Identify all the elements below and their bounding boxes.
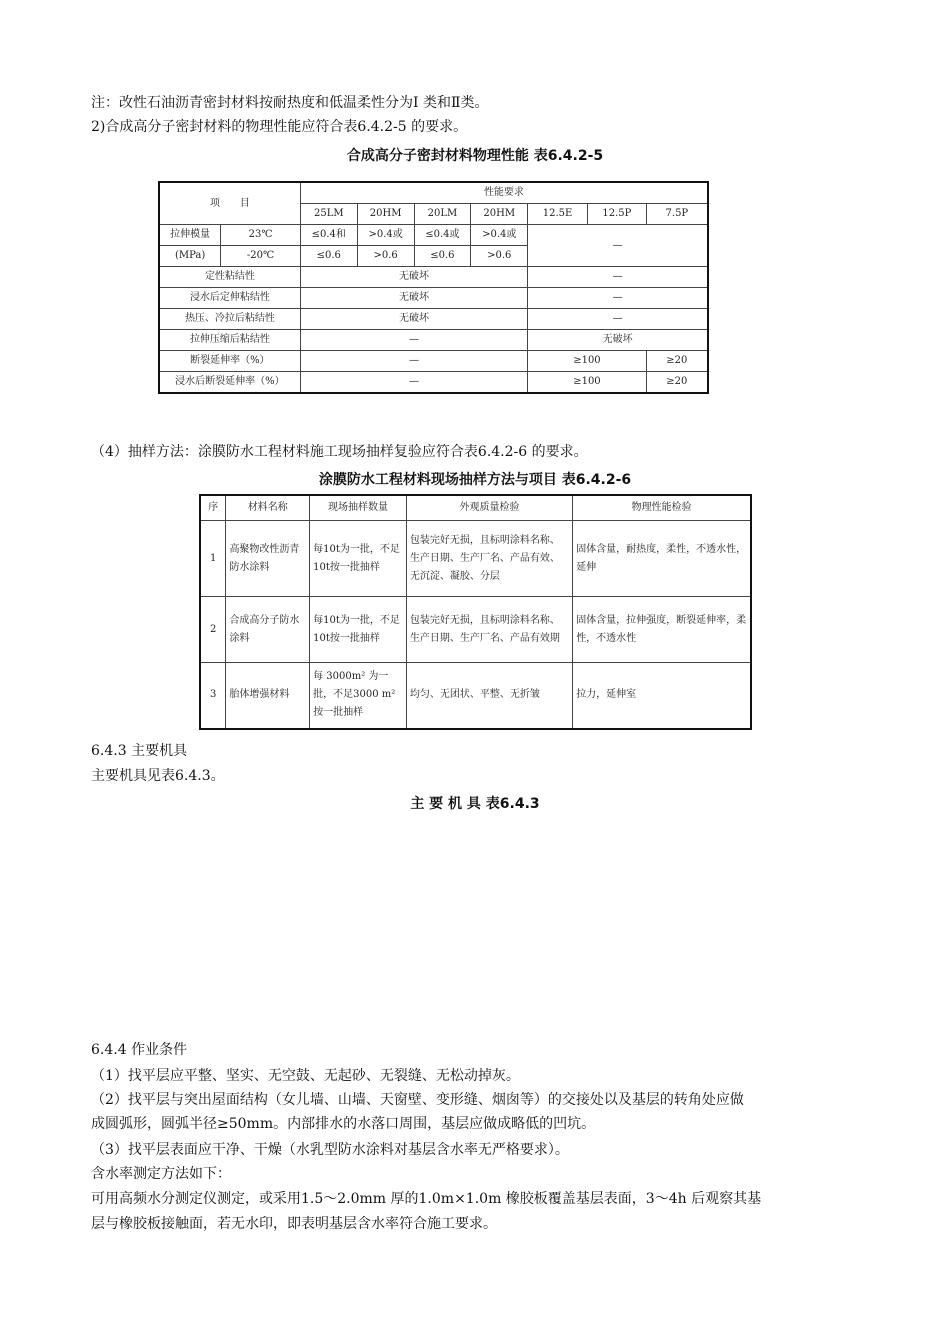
row-no: 3 xyxy=(200,663,226,729)
row-physical: 拉力，延伸室 xyxy=(573,663,751,729)
section-643-heading: 6.4.3 主要机具 xyxy=(91,743,188,759)
row-no: 1 xyxy=(200,521,226,597)
row-appearance: 包装完好无损，且标明涂料名称、生产日期、生产厂名、产品有效、无沉淀、凝胶、分层 xyxy=(406,521,572,597)
header-name: 材料名称 xyxy=(226,495,310,521)
moisture-method-label: 含水率测定方法如下： xyxy=(91,1166,231,1182)
row-value: — xyxy=(300,372,527,394)
row-name: 合成高分子防水涂料 xyxy=(226,597,310,663)
row-value: — xyxy=(528,309,708,330)
header-performance: 性能要求 xyxy=(300,182,708,204)
modulus-value: >0.6 xyxy=(357,246,414,267)
condition-1: （1）找平层应平整、坚实、无空鼓、无起砂、无裂缝、无松动掉灰。 xyxy=(91,1068,520,1084)
moisture-method-1: 可用高频水分测定仪测定，或采用1.5～2.0mm 厚的1.0m×1.0m 橡胶板覆盖基层表面，3～4h 后观察其基 xyxy=(91,1191,762,1207)
grade-cell: 20HM xyxy=(471,204,528,225)
modulus-label: 拉伸模量 xyxy=(159,225,221,246)
row-label: 断裂延伸率（%） xyxy=(159,351,300,372)
condition-3: （3）找平层表面应干净、干燥（水乳型防水涂料对基层含水率无严格要求）。 xyxy=(91,1142,569,1158)
modulus-dash: — xyxy=(528,225,708,267)
row-value: 无破坏 xyxy=(528,330,708,351)
header-appearance: 外观质量检验 xyxy=(406,495,572,521)
header-qty: 现场抽样数量 xyxy=(310,495,407,521)
modulus-temp-minus20: -20℃ xyxy=(221,246,301,267)
row-name: 高聚物改性沥青防水涂料 xyxy=(226,521,310,597)
grade-cell: 12.5P xyxy=(587,204,646,225)
moisture-method-2: 层与橡胶板接触面，若无水印，即表明基层含水率符合施工要求。 xyxy=(91,1216,497,1232)
header-item: 项 目 xyxy=(159,182,300,225)
header-physical: 物理性能检验 xyxy=(573,495,751,521)
row-qty: 每10t为一批，不足10t按一批抽样 xyxy=(310,521,407,597)
grade-cell: 12.5E xyxy=(528,204,588,225)
modulus-value: >0.4或 xyxy=(357,225,414,246)
row-no: 2 xyxy=(200,597,226,663)
row-value: ≥20 xyxy=(646,372,708,394)
header-no: 序 xyxy=(200,495,226,521)
row-value: — xyxy=(300,351,527,372)
row-value: — xyxy=(300,330,527,351)
table2-title: 涂膜防水工程材料现场抽样方法与项目 表6.4.2-6 xyxy=(318,472,632,488)
row-label: 热压、冷拉后粘结性 xyxy=(159,309,300,330)
row-value: ≥100 xyxy=(528,372,647,394)
condition-2b: 成圆弧形，圆弧半径≥50mm。内部排水的水落口周围，基层应做成略低的凹坑。 xyxy=(91,1116,596,1132)
row-appearance: 均匀、无团状、平整、无折皱 xyxy=(406,663,572,729)
modulus-value: ≤0.6 xyxy=(414,246,471,267)
modulus-unit: (MPa) xyxy=(159,246,221,267)
row-physical: 固体含量，拉伸强度，断裂延伸率，柔性，不透水性 xyxy=(573,597,751,663)
modulus-value: >0.6 xyxy=(471,246,528,267)
row-value: — xyxy=(528,288,708,309)
row-value: — xyxy=(528,267,708,288)
table3-title: 主 要 机 具 表6.4.3 xyxy=(410,796,540,812)
row-physical: 固体含量，耐热度，柔性，不透水性，延伸 xyxy=(573,521,751,597)
row-qty: 每10t为一批，不足10t按一批抽样 xyxy=(310,597,407,663)
row-appearance: 包装完好无损，且标明涂料名称、生产日期、生产厂名、产品有效期 xyxy=(406,597,572,663)
row-label: 定性粘结性 xyxy=(159,267,300,288)
row-value: 无破坏 xyxy=(300,288,527,309)
note-text: 注：改性石油沥青密封材料按耐热度和低温柔性分为Ⅰ 类和Ⅱ类。 xyxy=(91,95,489,111)
row-label: 浸水后定伸粘结性 xyxy=(159,288,300,309)
section-643-text: 主要机具见表6.4.3。 xyxy=(91,768,225,784)
sampling-table xyxy=(199,494,752,730)
grade-cell: 20LM xyxy=(414,204,471,225)
modulus-value: ≤0.4和 xyxy=(300,225,357,246)
physical-properties-table xyxy=(158,181,709,394)
item2-text: 2)合成高分子密封材料的物理性能应符合表6.4.2-5 的要求。 xyxy=(91,119,468,135)
row-qty: 每 3000m² 为一批，不足3000 m²按一批抽样 xyxy=(310,663,407,729)
section-644-heading: 6.4.4 作业条件 xyxy=(91,1042,188,1058)
row-label: 浸水后断裂延伸率（%） xyxy=(159,372,300,394)
row-value: 无破坏 xyxy=(300,309,527,330)
grade-cell: 7.5P xyxy=(646,204,708,225)
row-name: 胎体增强材料 xyxy=(226,663,310,729)
modulus-value: ≤0.6 xyxy=(300,246,357,267)
row-value: 无破坏 xyxy=(300,267,527,288)
table1-title: 合成高分子密封材料物理性能 表6.4.2-5 xyxy=(346,148,604,164)
modulus-value: >0.4或 xyxy=(471,225,528,246)
modulus-value: ≤0.4或 xyxy=(414,225,471,246)
row-value: ≥20 xyxy=(646,351,708,372)
row-label: 拉伸压缩后粘结性 xyxy=(159,330,300,351)
row-value: ≥100 xyxy=(528,351,647,372)
grade-cell: 25LM xyxy=(300,204,357,225)
condition-2a: （2）找平层与突出屋面结构（女儿墙、山墙、天窗壁、变形缝、烟囱等）的交接处以及基层的转角处应做 xyxy=(91,1092,744,1108)
grade-cell: 20HM xyxy=(357,204,414,225)
sampling-text: （4）抽样方法：涂膜防水工程材料施工现场抽样复验应符合表6.4.2-6 的要求。 xyxy=(91,444,588,460)
modulus-temp-23: 23℃ xyxy=(221,225,301,246)
